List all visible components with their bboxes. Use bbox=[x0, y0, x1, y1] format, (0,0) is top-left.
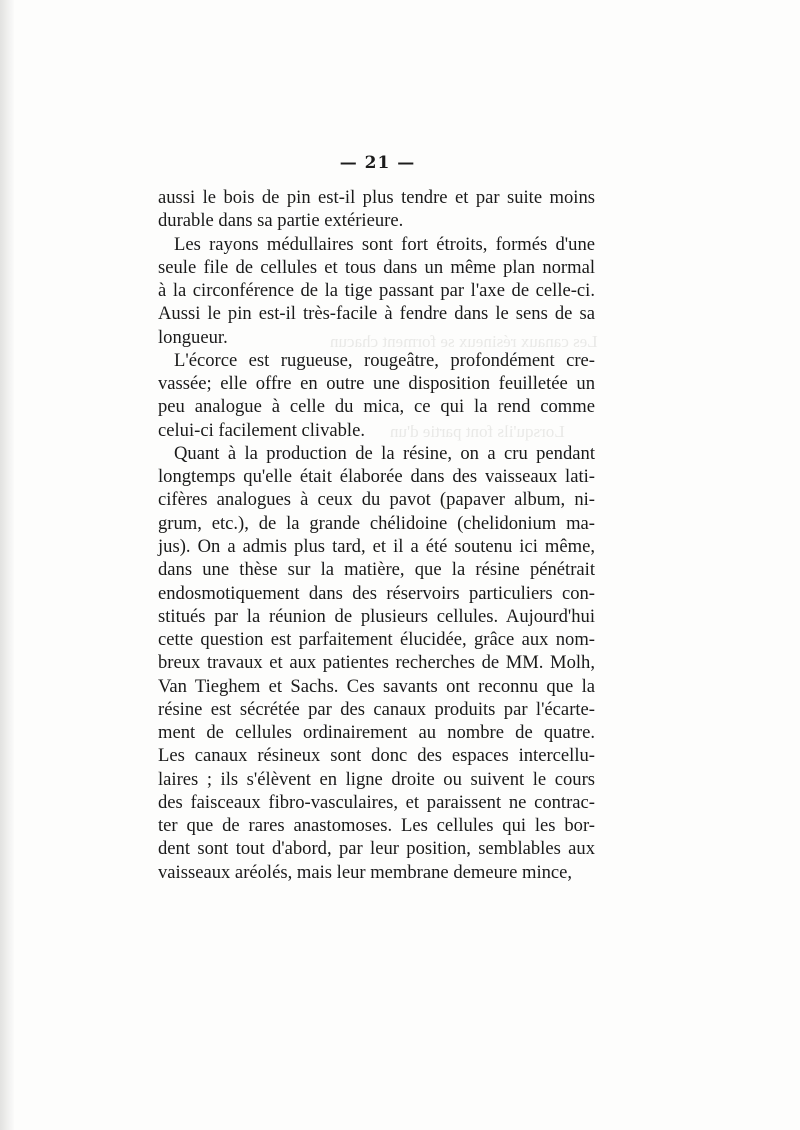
text-line: longueur. bbox=[158, 326, 228, 348]
text-line: aussi le bois de pin est-il plus tendre et par suite moins bbox=[158, 187, 595, 208]
text-line: breux travaux et aux patientes recherches de MM. Molh, bbox=[158, 652, 595, 674]
text-line: laires ; ils s'élèvent en ligne droite ou suivent le cours bbox=[158, 768, 595, 790]
text-line: Quant à la production de la résine, on a cru pendant bbox=[174, 442, 595, 464]
text-line: vaisseaux aréolés, mais leur membrane demeure mince, bbox=[158, 861, 573, 883]
text-line: vassée; elle offre en outre une disposition feuilletée un bbox=[158, 373, 595, 395]
text-line: à la circonférence de la tige passant par l'axe de celle-ci. bbox=[158, 280, 595, 302]
text-line: cifères analogues à ceux du pavot (papaver album, ni- bbox=[158, 489, 595, 511]
text-line: jus). On a admis plus tard, et il a été soutenu ici même, bbox=[158, 535, 595, 557]
text-line: celui-ci facilement clivable. bbox=[158, 419, 366, 441]
text-line: cette question est parfaitement élucidée, grâce aux nom- bbox=[158, 629, 595, 651]
text-line: ment de cellules ordinairement au nombre de quatre. bbox=[158, 722, 595, 744]
text-line: Les rayons médullaires sont fort étroits, formés d'une bbox=[174, 233, 595, 255]
text-line: longtemps qu'elle était élaborée dans des vaisseaux lati- bbox=[158, 466, 595, 488]
text-line: seule file de cellules et tous dans un même plan normal bbox=[158, 256, 595, 278]
text-line: Van Tieghem et Sachs. Ces savants ont reconnu que la bbox=[158, 675, 595, 697]
text-line: dans une thèse sur la matière, que la résine pénétrait bbox=[158, 559, 595, 581]
text-line: Aussi le pin est-il très-facile à fendre dans le sens de sa bbox=[158, 303, 595, 325]
page-number: — 21 — bbox=[339, 153, 416, 173]
text-line: ter que de rares anastomoses. Les cellules qui les bor- bbox=[158, 815, 595, 837]
text-line: grum, etc.), de la grande chélidoine (chelidonium ma- bbox=[158, 512, 595, 534]
text-line: résine est sécrétée par des canaux produits par l'écarte- bbox=[158, 698, 595, 720]
text-line: L'écorce est rugueuse, rougeâtre, profondément cre- bbox=[174, 349, 595, 371]
text-line: stitués par la réunion de plusieurs cellules. Aujourd'hui bbox=[158, 605, 595, 627]
text-line: des faisceaux fibro-vasculaires, et paraissent ne contrac- bbox=[158, 791, 595, 813]
text-line: endosmotiquement dans des réservoirs particuliers con- bbox=[158, 582, 595, 604]
text-line: durable dans sa partie extérieure. bbox=[158, 210, 404, 232]
text-line: dent sont tout d'abord, par leur position, semblables aux bbox=[158, 838, 595, 860]
text-line: peu analogue à celle du mica, ce qui la rend comme bbox=[158, 396, 595, 418]
show-through-text-2: Lorsqu'ils font partie d'un bbox=[390, 422, 565, 441]
body-text bbox=[158, 186, 595, 884]
show-through-text-1: Les canaux résineux se forment chacun bbox=[330, 332, 598, 351]
text-line: Les canaux résineux sont donc des espaces intercellu- bbox=[158, 745, 595, 767]
